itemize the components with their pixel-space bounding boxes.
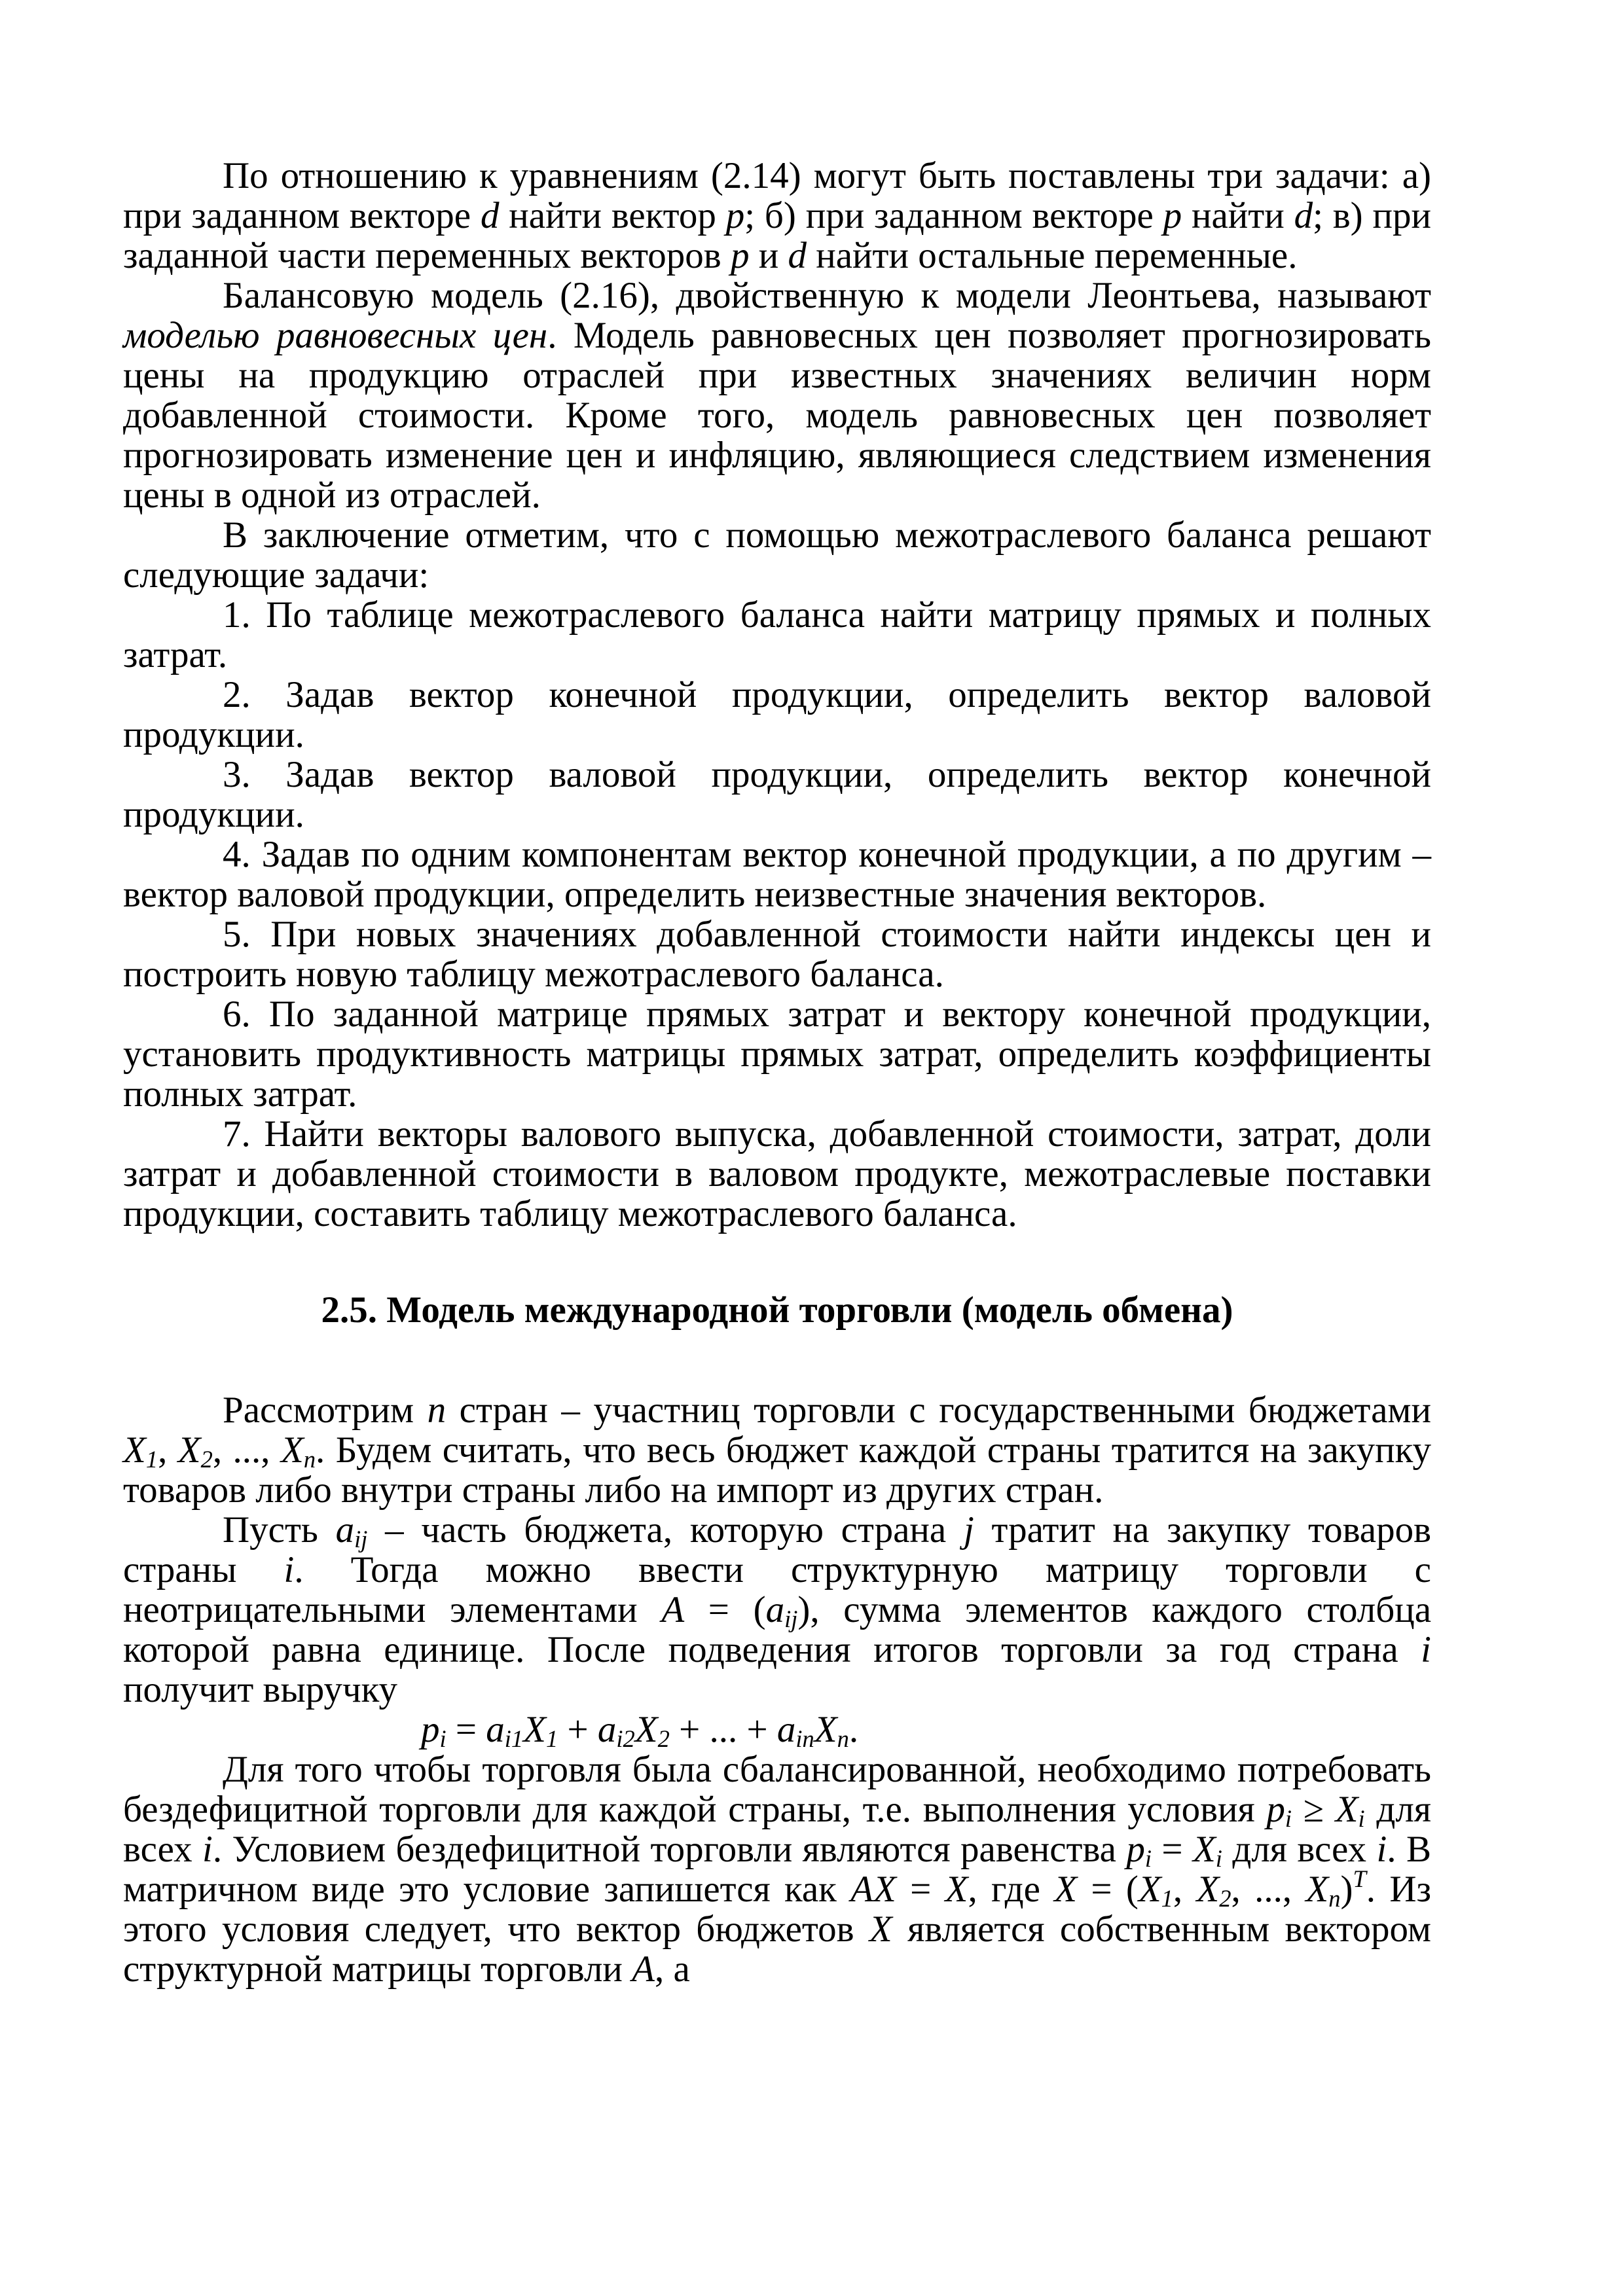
list-item: 6. По заданной матрице прямых затрат и вектору конечной продукции, установить продуктивность матрицы прямых затрат, определить коэффициенты полных затрат. <box>123 994 1431 1115</box>
paragraph-problems: По отношению к уравнениям (2.14) могут быть поставлены три задачи: а) при заданном векторе d найти вектор p; б) при заданном векторе p найти d; в) при заданной части переменных векторов p и d найти остальные переменные. <box>123 155 1431 276</box>
italic-term: моделью равновесных цен <box>123 315 548 356</box>
paragraph-trade-matrix: Пусть $a_{ij}$ – часть бюджета, которую страна j тратит на закупку товаров страны i. Тогда можно ввести структурную матрицу торговли с неотрицательными элементами $A = (a_{ij})$, сумма элементов каждого столбца которой равна единице. После подведения итогов торговли за год страна i получит выручку <box>123 1509 1431 1710</box>
revenue-formula: $p_i = a_{i1}X_1 + a_{i2}X_2$ + ... + $a_{in}X_n$. <box>421 1709 859 1753</box>
list-item: 4. Задав по одним компонентам вектор конечной продукции, а по другим – вектор валовой продукции, определить неизвестные значения векторов. <box>123 834 1431 915</box>
list-item: 1. По таблице межотраслевого баланса найти матрицу прямых и полных затрат. <box>123 594 1431 675</box>
list-item: 7. Найти векторы валового выпуска, добавленной стоимости, затрат, доли затрат и добавленной стоимости в валовом продукте, межотраслевые поставки продукции, составить таблицу межотраслевого баланса. <box>123 1113 1431 1234</box>
list-item: 3. Задав вектор валовой продукции, определить вектор конечной продукции. <box>123 754 1431 835</box>
section-heading: 2.5. Модель международной торговли (модель обмена) <box>321 1289 1233 1331</box>
paragraph-balance-condition: Для того чтобы торговля была сбалансированной, необходимо потребовать бездефицитной торговли для каждой страны, т.е. выполнения условия $p_i \ge X_i$ для всех i. Условием бездефицитной торговли являются равенства $p_i = X_i$ для всех i. В матричном виде это условие запишется как AX = X, где $X = (X_1$, $X_2$, ..., $X_n)^T$. Из этого условия следует, что вектор бюджетов X является собственным вектором структурной матрицы торговли A, а <box>123 1749 1432 1990</box>
paragraph-conclusion: В заключение отметим, что с помощью межотраслевого баланса решают следующие задачи: <box>123 514 1431 596</box>
list-item: 5. При новых значениях добавленной стоимости найти индексы цен и построить новую таблицу межотраслевого баланса. <box>123 914 1431 995</box>
document-page <box>123 156 1431 1989</box>
paragraph-price-model: Балансовую модель (2.16), двойственную к модели Леонтьева, называют моделью равновесных цен. Модель равновесных цен позволяет прогнозировать цены на продукцию отраслей при известных значениях величин норм добавленной стоимости. Кроме того, модель равновесных цен позволяет прогнозировать изменение цен и инфляцию, являющиеся следствием изменения цены в одной из отраслей. <box>123 275 1431 516</box>
paragraph-countries: Рассмотрим n стран – участниц торговли с государственными бюджетами $X_1$, $X_2$, ..., $X_n$. Будем считать, что весь бюджет каждой страны тратится на закупку товаров либо внутри страны либо на импорт из других стран. <box>123 1390 1432 1511</box>
list-item: 2. Задав вектор конечной продукции, определить вектор валовой продукции. <box>123 674 1431 755</box>
